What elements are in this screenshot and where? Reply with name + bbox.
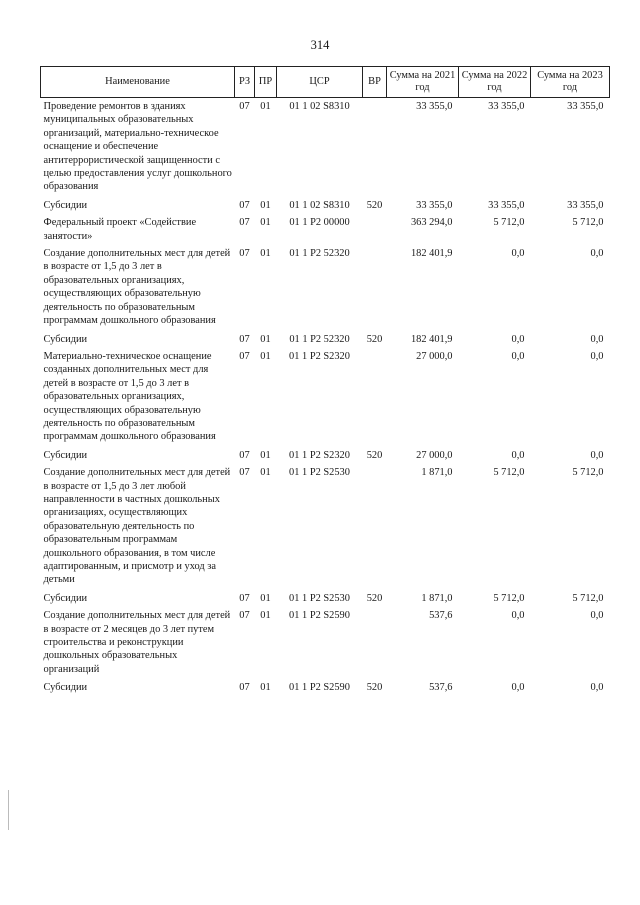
table-row [41, 444, 610, 462]
cell-pr: 01 [260, 248, 271, 260]
table-row [41, 346, 610, 444]
cell-sum-2021: 27 000,0 [416, 449, 453, 461]
cell-csr: 01 1 P2 S2320 [289, 449, 350, 461]
table-row [41, 98, 610, 194]
header-rz: РЗ [235, 67, 255, 98]
cell-csr: 01 1 P2 00000 [289, 217, 350, 229]
cell-sum-2023: 5 712,0 [572, 592, 604, 604]
cell-vr: 520 [366, 199, 383, 211]
cell-sum-2023: 5 712,0 [572, 217, 604, 229]
cell-vr [363, 98, 387, 194]
table-row [41, 243, 610, 327]
cell-sum-2023: 33 355,0 [567, 101, 604, 112]
cell-csr: 01 1 P2 52320 [289, 248, 350, 260]
cell-rz: 07 [239, 682, 250, 694]
cell-vr: 520 [366, 449, 383, 461]
cell-sum-2021: 27 000,0 [416, 350, 453, 362]
cell-name: Создание дополнительных мест для детей в возрасте от 1,5 до 3 лет в образовательных организациях, осуществляющих образовательную деятельность по образовательным программам дошкольного образования [43, 248, 231, 327]
table-row [41, 676, 610, 694]
cell-sum-2023: 0,0 [590, 350, 604, 362]
cell-sum-2023: 5 712,0 [572, 467, 604, 479]
header-vr: ВР [363, 67, 387, 98]
cell-rz: 07 [239, 350, 250, 362]
table-row [41, 328, 610, 346]
cell-name: Создание дополнительных мест для детей в возрасте от 1,5 до 3 лет любой направленности в частных дошкольных организациях, осуществляющих образовательную деятельность по образовательным программам дошкольного образования, в том числе адаптированным, и присмотр и уход за детьми [43, 467, 231, 586]
scan-edge-mark [8, 790, 9, 830]
cell-rz: 07 [239, 610, 250, 622]
cell-csr: 01 1 P2 S2530 [289, 467, 350, 479]
header-sum-2022: Сумма на 2022 год [459, 67, 531, 98]
cell-csr: 01 1 P2 52320 [289, 333, 350, 345]
cell-pr: 01 [260, 610, 271, 622]
cell-pr: 01 [260, 101, 271, 112]
cell-rz: 07 [239, 101, 250, 112]
cell-csr: 01 1 02 S8310 [289, 101, 350, 112]
cell-sum-2021: 182 401,9 [410, 333, 453, 345]
cell-pr: 01 [260, 199, 271, 211]
cell-csr: 01 1 P2 S2590 [289, 610, 350, 622]
cell-pr: 01 [260, 682, 271, 694]
cell-rz: 07 [239, 467, 250, 479]
cell-sum-2021: 537,6 [429, 682, 453, 694]
cell-rz: 07 [239, 217, 250, 229]
cell-sum-2021: 182 401,9 [410, 248, 453, 260]
cell-sum-2021: 33 355,0 [416, 101, 453, 112]
cell-sum-2023: 0,0 [590, 449, 604, 461]
cell-name: Проведение ремонтов в зданиях муниципальных образовательных организаций, материально-техническое оснащение и обеспечение антитеррористической защищенности с целью предоставления услуг дошкольного образования [43, 101, 232, 193]
cell-vr [363, 243, 387, 327]
cell-sum-2021: 1 871,0 [421, 592, 453, 604]
cell-pr: 01 [260, 592, 271, 604]
cell-pr: 01 [260, 217, 271, 229]
cell-csr: 01 1 P2 S2320 [289, 350, 350, 362]
cell-sum-2022: 5 712,0 [493, 217, 525, 229]
cell-csr: 01 1 P2 S2530 [289, 592, 350, 604]
cell-sum-2022: 0,0 [511, 449, 525, 461]
cell-vr: 520 [366, 333, 383, 345]
cell-vr: 520 [366, 592, 383, 604]
cell-name: Субсидии [43, 682, 88, 694]
cell-sum-2021: 363 294,0 [410, 217, 453, 229]
cell-name: Субсидии [43, 449, 88, 461]
cell-vr [363, 212, 387, 243]
cell-name: Материально-техническое оснащение созданных дополнительных мест для детей в возрасте от 1,5 до 3 лет в образовательных организациях, осуществляющих образовательную деятельность по образовательным программам дошкольного образования [43, 350, 216, 443]
cell-vr [363, 605, 387, 676]
cell-sum-2022: 5 712,0 [493, 592, 525, 604]
cell-sum-2022: 0,0 [511, 248, 525, 260]
cell-sum-2022: 0,0 [511, 333, 525, 345]
header-name: Наименование [41, 67, 235, 98]
cell-rz: 07 [239, 592, 250, 604]
table-row [41, 212, 610, 243]
cell-sum-2021: 537,6 [429, 610, 453, 622]
cell-sum-2022: 0,0 [511, 682, 525, 694]
cell-vr [363, 462, 387, 587]
cell-sum-2023: 0,0 [590, 248, 604, 260]
header-sum-2023: Сумма на 2023 год [531, 67, 610, 98]
cell-sum-2021: 33 355,0 [416, 199, 453, 211]
cell-rz: 07 [239, 333, 250, 345]
cell-pr: 01 [260, 467, 271, 479]
cell-pr: 01 [260, 333, 271, 345]
cell-rz: 07 [239, 248, 250, 260]
cell-sum-2022: 33 355,0 [488, 101, 525, 112]
cell-sum-2023: 0,0 [590, 682, 604, 694]
cell-name: Субсидии [43, 592, 88, 604]
cell-name: Создание дополнительных мест для детей в возрасте от 2 месяцев до 3 лет путем строительства и реконструкции дошкольных образовательных организаций [43, 610, 231, 675]
header-csr: ЦСР [277, 67, 363, 98]
cell-sum-2022: 5 712,0 [493, 467, 525, 479]
cell-sum-2022: 33 355,0 [488, 199, 525, 211]
cell-name: Субсидии [43, 333, 88, 345]
table-row [41, 605, 610, 676]
cell-csr: 01 1 02 S8310 [289, 199, 350, 211]
cell-sum-2022: 0,0 [511, 610, 525, 622]
cell-vr: 520 [366, 682, 383, 694]
cell-sum-2022: 0,0 [511, 350, 525, 362]
table-row [41, 194, 610, 212]
header-pr: ПР [255, 67, 277, 98]
budget-table [40, 66, 610, 695]
cell-sum-2023: 0,0 [590, 610, 604, 622]
cell-vr [363, 346, 387, 444]
header-sum-2021: Сумма на 2021 год [387, 67, 459, 98]
page-number: 314 [310, 38, 330, 52]
cell-csr: 01 1 P2 S2590 [289, 682, 350, 694]
cell-name: Субсидии [43, 199, 88, 211]
cell-rz: 07 [239, 449, 250, 461]
cell-name: Федеральный проект «Содействие занятости» [43, 217, 197, 242]
table-body [41, 98, 610, 695]
cell-pr: 01 [260, 449, 271, 461]
cell-sum-2021: 1 871,0 [421, 467, 453, 479]
cell-sum-2023: 33 355,0 [567, 199, 604, 211]
table-header [41, 67, 610, 98]
table-row [41, 587, 610, 605]
cell-pr: 01 [260, 350, 271, 362]
cell-sum-2023: 0,0 [590, 333, 604, 345]
table-row [41, 462, 610, 587]
cell-rz: 07 [239, 199, 250, 211]
